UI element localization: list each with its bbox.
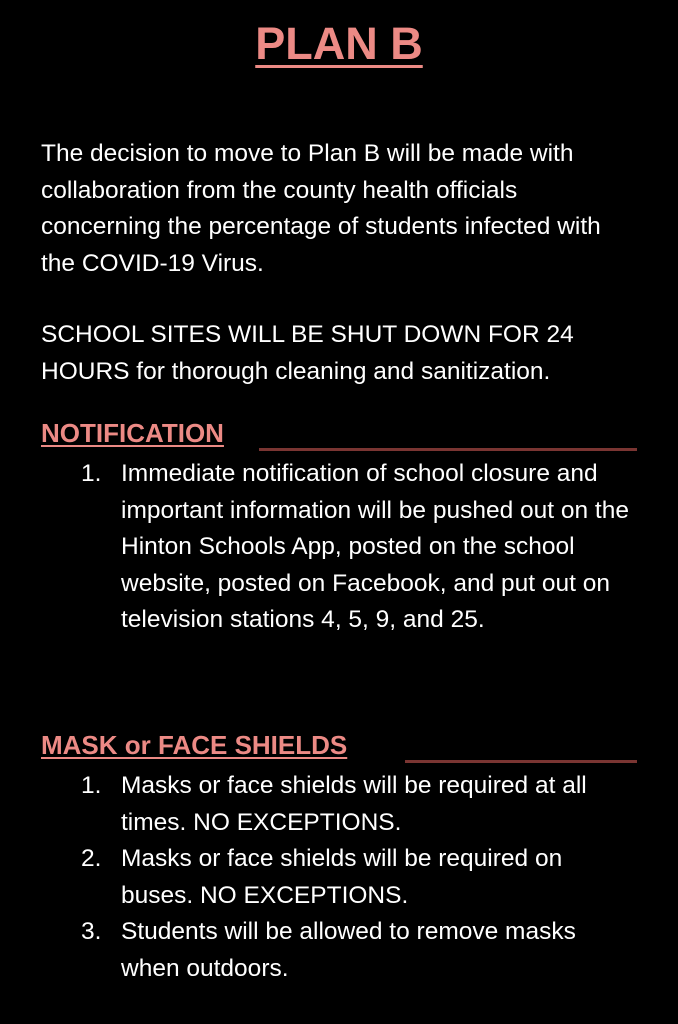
list-item (81, 841, 641, 914)
list-item-number: 3. (81, 918, 102, 945)
list-item-text: Immediate notification of school closure and important information will be pushed out on the Hinton Schools App, posted on the school website, posted on Facebook, and put out on television stations 4, 5, 9, and 25. (121, 460, 629, 633)
list-item-text: Masks or face shields will be required on buses. NO EXCEPTIONS. (121, 845, 563, 909)
page-title-text: PLAN B (255, 18, 423, 69)
masks-heading-text: MASK or FACE SHIELDS (41, 730, 348, 760)
masks-heading-rule (405, 760, 637, 763)
masks-list (81, 768, 641, 987)
intro-paragraph-decision: The decision to move to Plan B will be made with collaboration from the county health officials concerning the percentage of students infected with the COVID-19 Virus. (41, 140, 601, 277)
notification-list (81, 456, 641, 639)
masks-heading (41, 729, 637, 763)
list-item (81, 768, 641, 841)
list-item-number: 2. (81, 845, 102, 872)
list-item (81, 914, 641, 987)
list-item (81, 456, 641, 639)
list-item-number: 1. (81, 772, 102, 799)
page-title (0, 18, 678, 70)
intro-paragraph-shutdown: SCHOOL SITES WILL BE SHUT DOWN FOR 24 HOURS for thorough cleaning and sanitization. (41, 321, 574, 385)
list-item-number: 1. (81, 460, 102, 487)
notification-heading-rule (259, 448, 637, 451)
notification-heading (41, 417, 637, 451)
notification-heading-text: NOTIFICATION (41, 418, 224, 448)
list-item-text: Masks or face shields will be required at all times. NO EXCEPTIONS. (121, 772, 587, 836)
list-item-text: Students will be allowed to remove masks when outdoors. (121, 918, 576, 982)
